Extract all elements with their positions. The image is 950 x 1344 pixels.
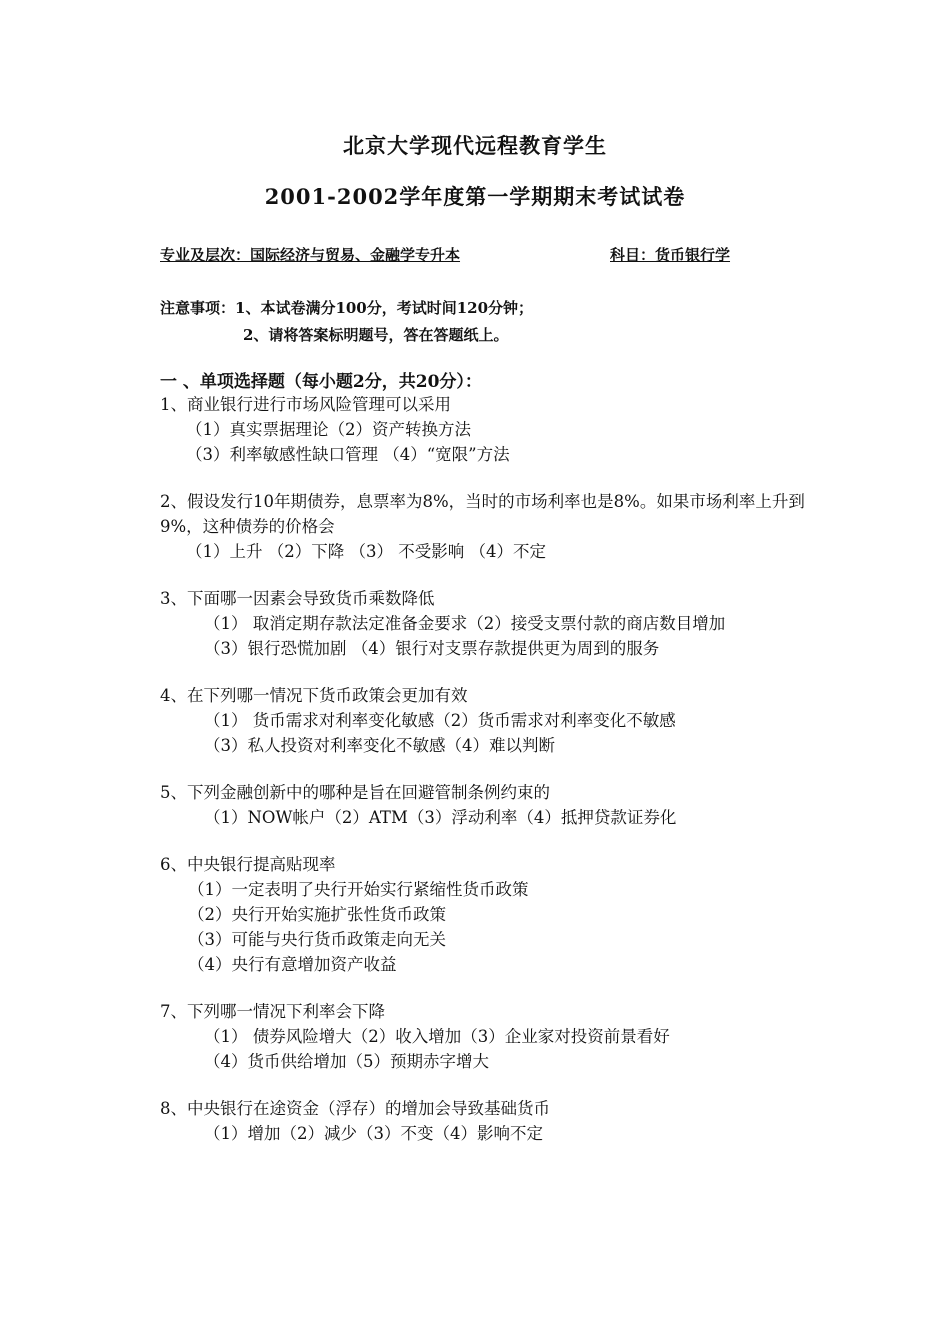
question-item	[160, 999, 810, 1074]
question-item	[160, 852, 810, 977]
subject-label: 科目：货币银行学	[610, 246, 731, 264]
question-option: （1）NOW帐户（2）ATM（3）浮动利率（4）抵押贷款证券化	[204, 808, 677, 827]
question-option: （4）货币供给增加（5）预期赤字增大	[204, 1052, 489, 1071]
question-item	[160, 1096, 810, 1146]
question-stem: 5、下列金融创新中的哪种是旨在回避管制条例约束的	[160, 783, 550, 802]
question-item	[160, 683, 810, 758]
question-option: （1）增加（2）减少（3）不变（4）影响不定	[204, 1124, 543, 1143]
question-item	[160, 392, 810, 467]
question-stem: 3、下面哪一因素会导致货币乘数降低	[160, 589, 435, 608]
major-level-label: 专业及层次：国际经济与贸易、金融学专升本	[160, 246, 461, 264]
question-stem: 2、假设发行10年期债券，息票率为8%，当时的市场利率也是8%。如果市场利率上升到9%，这种债券的价格会	[160, 492, 805, 536]
exam-title-line2: 2001-2002学年度第一学期期末考试试卷	[264, 184, 686, 209]
question-option: （1） 货币需求对利率变化敏感（2）货币需求对利率变化不敏感	[204, 711, 676, 730]
question-list	[160, 392, 810, 1168]
question-option: （3）银行恐慌加剧 （4）银行对支票存款提供更为周到的服务	[204, 639, 660, 658]
section-heading: 一 、单项选择题（每小题2分，共20分）：	[160, 372, 482, 392]
question-stem: 1、商业银行进行市场风险管理可以采用	[160, 395, 451, 414]
question-item	[160, 780, 810, 830]
question-stem: 6、中央银行提高贴现率	[160, 855, 336, 874]
question-item	[160, 489, 810, 564]
question-option: （1） 取消定期存款法定准备金要求（2）接受支票付款的商店数目增加	[204, 614, 726, 633]
question-option: （3）私人投资对利率变化不敏感（4）难以判断	[204, 736, 555, 755]
question-option: （3）可能与央行货币政策走向无关	[188, 930, 446, 949]
exam-title-line1: 北京大学现代远程教育学生	[343, 133, 607, 158]
question-option: （1）一定表明了央行开始实行紧缩性货币政策	[188, 880, 529, 899]
question-option: （3）利率敏感性缺口管理 （4）“宽限”方法	[186, 445, 510, 464]
note-line-2: 2、请将答案标明题号，答在答题纸上。	[243, 326, 509, 344]
question-stem: 7、下列哪一情况下利率会下降	[160, 1002, 385, 1021]
question-option: （2）央行开始实施扩张性货币政策	[188, 905, 446, 924]
question-stem: 4、在下列哪一情况下货币政策会更加有效	[160, 686, 468, 705]
question-option: （1） 债券风险增大（2）收入增加（3）企业家对投资前景看好	[204, 1027, 670, 1046]
question-stem: 8、中央银行在途资金（浮存）的增加会导致基础货币	[160, 1099, 550, 1118]
question-option: （1）上升 （2）下降 （3） 不受影响 （4）不定	[186, 542, 546, 561]
question-option: （1）真实票据理论（2）资产转换方法	[186, 420, 471, 439]
exam-notes	[160, 295, 533, 349]
question-option: （4）央行有意增加资产收益	[188, 955, 397, 974]
note-line-1: 注意事项：1、本试卷满分100分，考试时间120分钟；	[160, 299, 534, 317]
question-item	[160, 586, 810, 661]
